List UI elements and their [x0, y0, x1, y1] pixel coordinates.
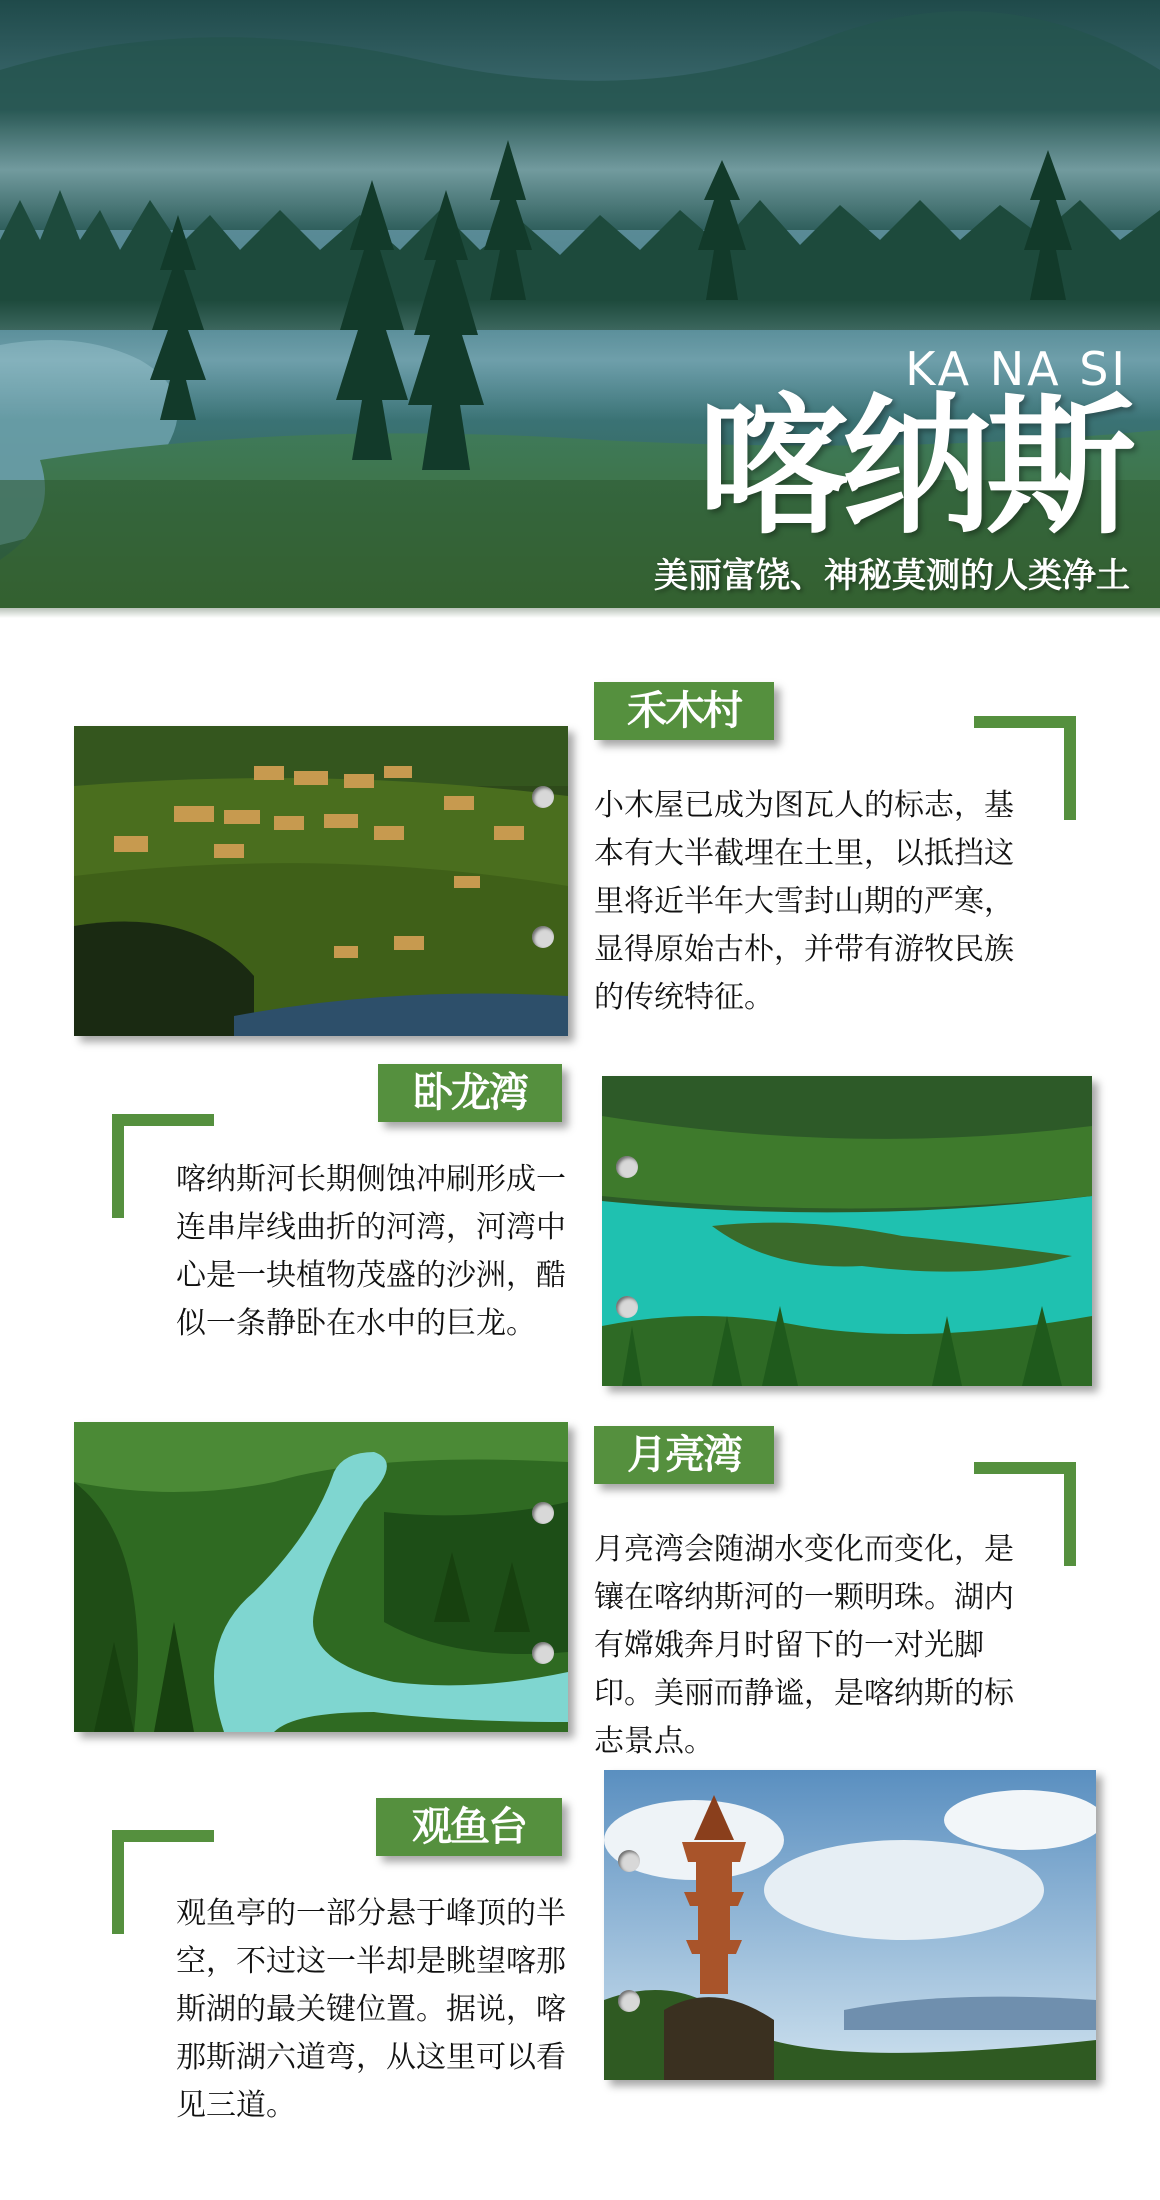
- moon-bay-photo: [74, 1422, 568, 1732]
- photo-hole: [616, 1296, 638, 1318]
- photo-hole: [618, 1990, 640, 2012]
- photo-hole: [532, 1502, 554, 1524]
- photo-hole: [618, 1850, 640, 1872]
- section-desc-moon: 月亮湾会随湖水变化而变化，是镶在喀纳斯河的一颗明珠。湖内有嫦娥奔月时留下的一对光脚印。美丽而静谧，是喀纳斯的标志景点。: [594, 1532, 1014, 1759]
- photo-hole: [532, 1642, 554, 1664]
- hero-title: 喀纳斯: [697, 381, 1130, 555]
- section-tag-moon: 月亮湾: [594, 1426, 774, 1484]
- photo-hole: [532, 926, 554, 948]
- photo-hole: [616, 1156, 638, 1178]
- section-desc-wolong: 喀纳斯河长期侧蚀冲刷形成一连串岸线曲折的河湾，河湾中心是一块植物茂盛的沙洲，酷似一条静卧在水中的巨龙。: [176, 1162, 566, 1341]
- wolong-bay-photo: [602, 1076, 1092, 1386]
- hero-pinyin: KA NA SI: [905, 342, 1128, 396]
- hero-banner: [0, 0, 1160, 608]
- section-tag-wolong: 卧龙湾: [378, 1064, 562, 1122]
- section-tag-hemu: 禾木村: [594, 682, 774, 740]
- fish-viewing-pavilion-photo: [604, 1770, 1096, 2080]
- section-desc-guanyu: 观鱼亭的一部分悬于峰顶的半空，不过这一半却是眺望喀那斯湖的最关键位置。据说，喀那斯湖六道弯，从这里可以看见三道。: [176, 1896, 566, 2123]
- photo-hole: [532, 786, 554, 808]
- section-desc-hemu: 小木屋已成为图瓦人的标志，基本有大半截埋在土里，以抵挡这里将近半年大雪封山期的严寒，显得原始古朴，并带有游牧民族的传统特征。: [594, 788, 1014, 1015]
- hero-subtitle: 美丽富饶、神秘莫测的人类净土: [654, 556, 1130, 596]
- hero-shadow: [0, 608, 1160, 618]
- section-tag-guanyu: 观鱼台: [376, 1798, 562, 1856]
- hemu-village-photo: [74, 726, 568, 1036]
